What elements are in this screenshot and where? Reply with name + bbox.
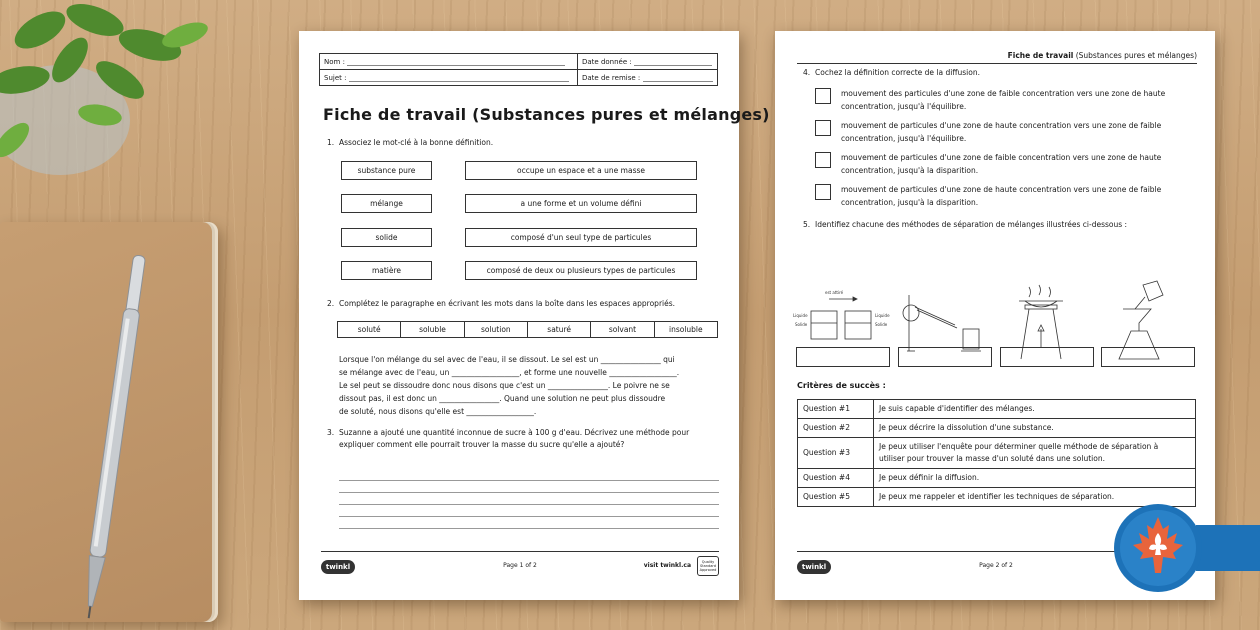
definition-box[interactable]: composé d'un seul type de particules bbox=[465, 228, 697, 247]
checkbox[interactable] bbox=[815, 120, 831, 136]
twinkl-logo: twinkl bbox=[321, 560, 355, 574]
page-footer bbox=[321, 551, 719, 579]
word-bank-item: solvant bbox=[591, 322, 654, 337]
success-criteria-table bbox=[797, 399, 1196, 507]
twinkl-logo: twinkl bbox=[797, 560, 831, 574]
pen bbox=[80, 248, 150, 628]
word-bank-item: solution bbox=[465, 322, 528, 337]
word-bank-item: saturé bbox=[528, 322, 591, 337]
checkbox[interactable] bbox=[815, 88, 831, 104]
site-link[interactable]: visit twinkl.ca bbox=[643, 562, 691, 569]
beakers-illustration bbox=[811, 297, 871, 339]
question-2-instruction: 2. Complétez le paragraphe en écrivant les mots dans la boîte dans les espaces appropriés. bbox=[327, 299, 676, 308]
question-4-instruction: 4. Cochez la définition correcte de la diffusion. bbox=[803, 68, 980, 77]
diffusion-option[interactable]: mouvement des particules d'une zone de faible concentration vers une zone de haute concentration, jusqu'à l'équilibre. bbox=[815, 87, 1200, 113]
table-row: Question #5 Je peux me rappeler et identifier les techniques de séparation. bbox=[798, 488, 1196, 507]
student-info-table bbox=[319, 53, 718, 86]
definition-box[interactable]: composé de deux ou plusieurs types de particules bbox=[465, 261, 697, 280]
worksheet-title: Fiche de travail (Substances pures et mélanges) bbox=[323, 105, 770, 124]
word-bank bbox=[337, 321, 718, 338]
table-row: Question #3 Je peux utiliser l'enquête pour déterminer quelle méthode de séparation à utiliser pour trouver la masse d'un soluté dans une solution. bbox=[798, 438, 1196, 469]
worksheet-page-1 bbox=[299, 31, 770, 600]
name-field[interactable]: Nom : bbox=[320, 54, 578, 70]
table-row: Question #1 Je suis capable d'identifier des mélanges. bbox=[798, 400, 1196, 419]
solid-label-left: Solide bbox=[795, 322, 808, 327]
question-3-instruction: 3. Suzanne a ajouté une quantité inconnue de sucre à 100 g d'eau. Décrivez une méthode pour expliquer comment elle pourrait trouver la masse du sucre qu'elle a ajouté? bbox=[327, 428, 690, 449]
page-number: Page 2 of 2 bbox=[979, 562, 1013, 569]
success-criteria-title: Critères de succès : bbox=[797, 381, 886, 390]
word-bank-item: soluble bbox=[401, 322, 464, 337]
checkbox[interactable] bbox=[815, 152, 831, 168]
running-head: Fiche de travail (Substances pures et mélanges) bbox=[797, 51, 1197, 64]
question-5-instruction: 5. Identifiez chacune des méthodes de séparation de mélanges illustrées ci-dessous : bbox=[803, 220, 1128, 229]
diffusion-option[interactable]: mouvement de particules d'une zone de haute concentration vers une zone de faible concentration, jusqu'à la disparition. bbox=[815, 183, 1200, 209]
answer-lines[interactable] bbox=[339, 469, 719, 529]
diffusion-option[interactable]: mouvement de particules d'une zone de faible concentration vers une zone de haute concentration, jusqu'à la disparition. bbox=[815, 151, 1200, 177]
cloze-paragraph[interactable]: Lorsque l'on mélange du sel avec de l'eau, il se dissout. Le sel est un ________________ qui se mélange avec de l'eau, un __________________, et forme une nouvelle __________________. Le sel peut se dissoudre donc nous disons que c'est un ________________. Le poivre ne se dissout pas, il est donc un ________________. Quand une solution ne peut plus dissoudre de soluté, nous disons qu'elle est __________________. bbox=[339, 355, 680, 416]
checkbox[interactable] bbox=[815, 184, 831, 200]
liquid-label-left: Liquide bbox=[793, 313, 808, 318]
distillation-illustration bbox=[903, 295, 981, 351]
arrow-label: est attiré bbox=[825, 290, 844, 295]
keyword-box[interactable]: substance pure bbox=[341, 161, 432, 180]
diffusion-option[interactable]: mouvement de particules d'une zone de haute concentration vers une zone de faible concentration, jusqu'à l'équilibre. bbox=[815, 119, 1200, 145]
definition-box[interactable]: a une forme et un volume défini bbox=[465, 194, 697, 213]
page-number: Page 1 of 2 bbox=[503, 562, 537, 569]
method-answer-box[interactable] bbox=[1101, 347, 1195, 367]
quebec-maple-leaf-icon bbox=[1113, 503, 1203, 593]
solid-label-right: Solide bbox=[875, 322, 888, 327]
question-1-instruction: 1. Associez le mot-clé à la bonne définition. bbox=[327, 138, 494, 147]
quality-badge-icon: Quality Standard Approved bbox=[697, 556, 719, 576]
blue-band bbox=[1196, 525, 1260, 571]
potted-plant bbox=[0, 0, 230, 200]
due-date-field[interactable]: Date de remise : bbox=[578, 70, 718, 86]
definition-box[interactable]: occupe un espace et a une masse bbox=[465, 161, 697, 180]
word-bank-item: insoluble bbox=[668, 325, 703, 334]
keyword-box[interactable]: mélange bbox=[341, 194, 432, 213]
table-row: Question #4 Je peux définir la diffusion. bbox=[798, 469, 1196, 488]
word-bank-item: soluté bbox=[338, 322, 401, 337]
subject-field[interactable]: Sujet : bbox=[320, 70, 578, 86]
keyword-box[interactable]: solide bbox=[341, 228, 432, 247]
method-answer-box[interactable] bbox=[1000, 347, 1094, 367]
date-given-field[interactable]: Date donnée : bbox=[578, 54, 718, 70]
liquid-label-right: Liquide bbox=[875, 313, 890, 318]
keyword-box[interactable]: matière bbox=[341, 261, 432, 280]
method-answer-box[interactable] bbox=[898, 347, 992, 367]
method-answer-box[interactable] bbox=[796, 347, 890, 367]
table-row: Question #2 Je peux décrire la dissolution d'une substance. bbox=[798, 419, 1196, 438]
